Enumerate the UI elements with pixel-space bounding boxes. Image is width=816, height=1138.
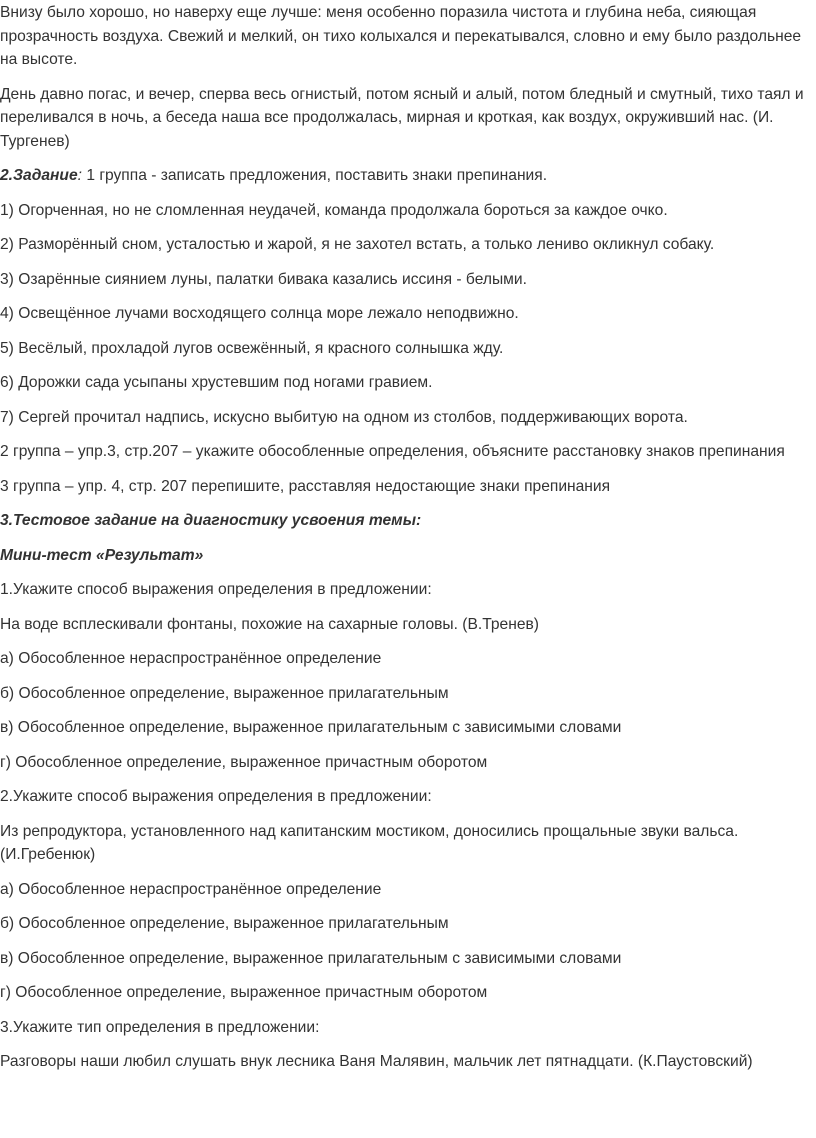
question-2-option-d: г) Обособленное определение, выраженное причастным оборотом <box>0 984 488 1001</box>
group-3-task: 3 группа – упр. 4, стр. 207 перепишите, расставляя недостающие знаки препинания <box>0 477 611 495</box>
sentence-6: 6) Дорожки сада усыпаны хрустевшим под ногами гравием. <box>0 374 433 391</box>
task-2-label: 2.Задание <box>0 167 78 184</box>
sentence-1: 1) Огорченная, но не сломленная неудачей, команда продолжала бороться за каждое очко. <box>0 201 668 219</box>
task-2-heading <box>0 164 816 188</box>
task-3-heading: 3.Тестовое задание на диагностику усвоения темы: <box>0 512 422 529</box>
sentence-5: 5) Весёлый, прохладой лугов освежённый, я красного солнышка жду. <box>0 339 504 357</box>
question-2-sentence: Из репродуктора, установленного над капитанским мостиком, доносились прощальные звуки вальса. (И.Гребенюк) <box>0 822 739 863</box>
question-3-sentence: Разговоры наши любил слушать внук лесника Ваня Малявин, мальчик лет пятнадцати. (К.Паустовский) <box>0 1053 753 1070</box>
question-2-option-b: б) Обособленное определение, выраженное прилагательным <box>0 915 449 932</box>
sentence-4: 4) Освещённое лучами восходящего солнца море лежало неподвижно. <box>0 305 519 322</box>
question-1-option-d: г) Обособленное определение, выраженное причастным оборотом <box>0 753 488 771</box>
question-3: 3.Укажите тип определения в предложении: <box>0 1018 320 1036</box>
question-2: 2.Укажите способ выражения определения в предложении: <box>0 788 432 805</box>
question-1-option-b: б) Обособленное определение, выраженное прилагательным <box>0 684 449 702</box>
question-1-sentence: На воде всплескивали фонтаны, похожие на сахарные головы. (В.Тренев) <box>0 615 539 633</box>
sentence-2: 2) Разморённый сном, усталостью и жарой, я не захотел встать, а только лениво окликнул собаку. <box>0 236 715 253</box>
mini-test-heading: Мини-тест «Результат» <box>0 546 204 564</box>
paragraph-intro-2: День давно погас, и вечер, сперва весь огнистый, потом ясный и алый, потом бледный и смутный, тихо таял и переливался в ночь, а беседа наша все продолжалась, мирная и кроткая, как воздух, окруживший нас. (И. Тургенев) <box>0 85 804 150</box>
task-2-text: 1 группа - записать предложения, поставить знаки препинания. <box>81 167 548 184</box>
question-2-option-a: а) Обособленное нераспространённое определение <box>0 880 382 898</box>
sentence-7: 7) Сергей прочитал надпись, искусно выбитую на одном из столбов, поддерживающих ворота. <box>0 408 688 426</box>
question-1-option-a: а) Обособленное нераспространённое определение <box>0 650 382 667</box>
task-2-colon: : <box>77 167 82 184</box>
group-2-task: 2 группа – упр.3, стр.207 – укажите обособленные определения, объясните расстановку знаков препинания <box>0 443 785 460</box>
sentence-3: 3) Озарённые сиянием луны, палатки бивака казались иссиня - белыми. <box>0 270 527 288</box>
paragraph-intro-1: Внизу было хорошо, но наверху еще лучше: меня особенно поразила чистота и глубина неба, сияющая прозрачность воздуха. Свежий и мелкий, он тихо колыхался и перекатывался, словно и ему было раздольнее на высоте. <box>0 4 802 68</box>
question-1: 1.Укажите способ выражения определения в предложении: <box>0 581 432 598</box>
question-1-option-c: в) Обособленное определение, выраженное прилагательным с зависимыми словами <box>0 719 622 736</box>
question-2-option-c: в) Обособленное определение, выраженное прилагательным с зависимыми словами <box>0 949 622 967</box>
